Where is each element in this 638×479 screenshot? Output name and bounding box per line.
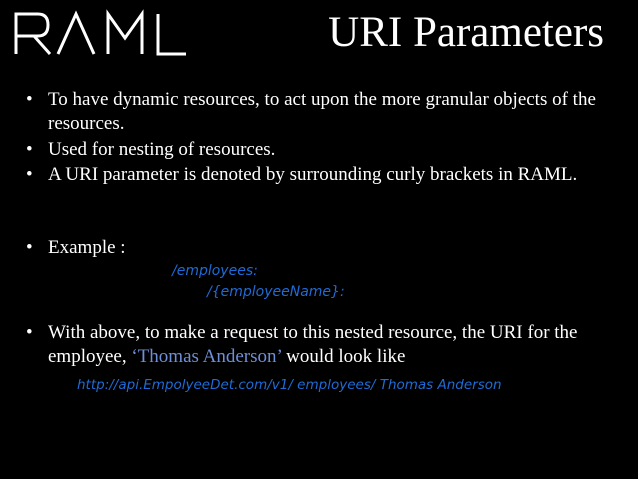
bullet-request-uri bbox=[20, 321, 610, 369]
bullet-marker: • bbox=[26, 139, 33, 160]
employee-name-highlight: ‘Thomas Anderson’ bbox=[131, 346, 282, 367]
example-code-line-2: /{employeeName}: bbox=[207, 284, 345, 300]
bullet-nesting bbox=[20, 138, 610, 162]
bullet-marker: • bbox=[26, 164, 33, 185]
raml-logo bbox=[10, 8, 190, 58]
bullet-text-before: With above, to make a request to this nested resource, the URI for the employee, bbox=[48, 322, 578, 367]
bullet-text: A URI parameter is denoted by surrounding curly brackets in RAML. bbox=[48, 164, 578, 185]
bullet-text: To have dynamic resources, to act upon the more granular objects of the resources. bbox=[48, 89, 596, 134]
example-url: http://api.EmpolyeeDet.com/v1/ employees/ Thomas Anderson bbox=[77, 377, 502, 393]
bullet-marker: • bbox=[26, 89, 33, 110]
example-code-line-1: /employees: bbox=[172, 263, 258, 279]
bullet-text: Example : bbox=[48, 237, 126, 258]
bullet-marker: • bbox=[26, 322, 33, 343]
bullet-example bbox=[20, 236, 610, 260]
bullet-text-after: would look like bbox=[281, 346, 406, 367]
bullet-text bbox=[48, 321, 610, 369]
slide-title: URI Parameters bbox=[328, 9, 604, 56]
bullet-uri-parameter bbox=[20, 163, 610, 187]
bullet-marker: • bbox=[26, 237, 33, 258]
bullet-dynamic-resources bbox=[20, 88, 610, 136]
bullet-text: Used for nesting of resources. bbox=[48, 139, 276, 160]
